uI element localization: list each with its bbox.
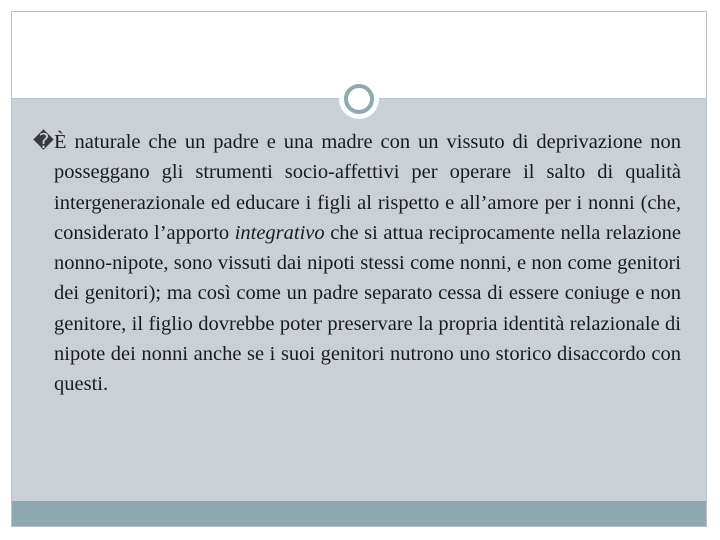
body-text-block [33,127,681,400]
footer-bar [12,501,706,526]
body-paragraph [54,127,681,400]
bullet-icon: � [33,131,55,153]
ring-inner [344,84,374,114]
paragraph-text-part-1: È naturale che un padre e una madre con un vissuto di deprivazione non posseggano gli strumenti socio-affettivi per operare il salto di qualità intergenerazionale ed educare i figli al rispetto e all’amore per i nonni (che, considerato l’apporto [54,131,681,244]
italic-word: integrativo [234,221,325,244]
ring-ornament-icon [339,79,379,119]
paragraph-text-part-2: che si attua reciprocamente nella relazione nonno-nipote, sono vissuti dai nipoti stessi come nonni, e non come genitori dei genitori); ma così come un padre separato cessa di essere coniuge e non genitore, il figlio dovrebbe poter preservare la propria identità relazionale di nipote dei nonni anche se i suoi genitori nutrono uno storico disaccordo con questi. [54,221,682,396]
